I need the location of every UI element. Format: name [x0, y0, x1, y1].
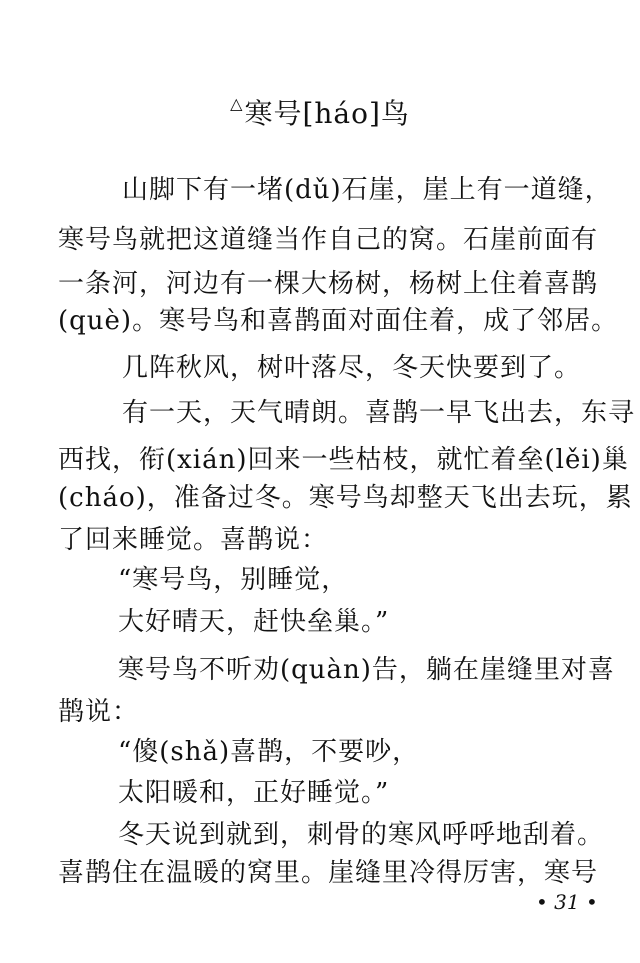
poem-line: “傻(shǎ)喜鹊，不要吵， [118, 737, 420, 767]
text-line: (què)。寒号鸟和喜鹊面对面住着，成了邻居。 [58, 306, 619, 336]
page-number: • 31 • [536, 890, 598, 914]
lesson-title [0, 92, 640, 132]
text-line: 几阵秋风，树叶落尽，冬天快要到了。 [122, 353, 582, 383]
text-line: 寒号鸟就把这道缝当作自己的窝。石崖前面有 [58, 225, 599, 255]
text-line: 喜鹊住在温暖的窝里。崖缝里冷得厉害，寒号 [58, 858, 599, 888]
text-line: 一条河，河边有一棵大杨树，杨树上住着喜鹊 [58, 269, 599, 299]
poem-line: 大好晴天，赶快垒巢。” [118, 607, 390, 637]
text-line: 寒号鸟不听劝(quàn)告，躺在崖缝里对喜 [118, 655, 615, 685]
poem-line: 太阳暖和，正好睡觉。” [118, 778, 390, 808]
text-line: 了回来睡觉。喜鹊说： [58, 525, 329, 555]
text-line: 有一天，天气晴朗。喜鹊一早飞出去，东寻 [122, 398, 636, 428]
text-line: 山脚下有一堵(dǔ)石崖，崖上有一道缝， [122, 175, 612, 205]
text-line: 西找，衔(xián)回来一些枯枝，就忙着垒(lěi)巢 [58, 445, 629, 475]
triangle-mark-icon: △ [230, 94, 244, 113]
lesson-title-text: 寒号[háo]鸟 [244, 97, 410, 130]
poem-line: “寒号鸟，别睡觉， [118, 565, 349, 595]
text-line: 冬天说到就到，刺骨的寒风呼呼地刮着。 [118, 820, 605, 850]
text-line: 鹊说： [58, 697, 140, 727]
text-line: (cháo)，准备过冬。寒号鸟却整天飞出去玩，累 [58, 483, 633, 513]
